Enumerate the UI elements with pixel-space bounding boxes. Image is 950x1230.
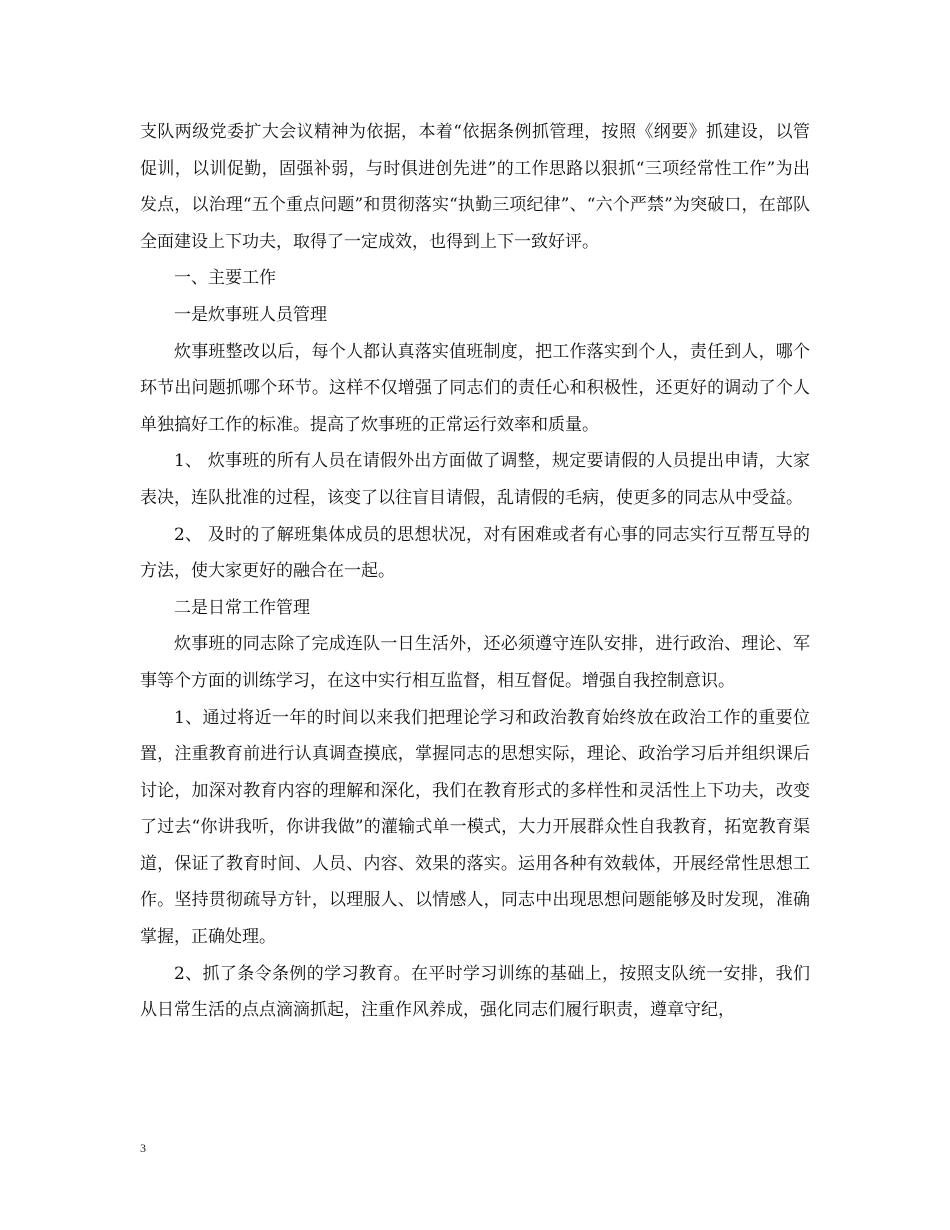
section-heading-main-work: 一、主要工作 [174,268,276,289]
paragraph-8: 1、通过将近一年的时间以来我们把理论学习和政治教育始终放在政治工作的重要位置，注重教育前进行认真调查摸底，掌握同志的思想实际，理论、政治学习后并组织课后讨论，加深对教育内容的理解和深化，我们在教育形式的多样性和灵活性上下功夫，改变了过去“你讲我听，你讲我做”的灌输式单一模式，大力开展群众性自我教育，拓宽教育渠道，保证了教育时间、人员、内容、效果的落实。运用各种有效载体，开展经常性思想工作。坚持贯彻疏导方针，以理服人、以情感人，同志中出现思想问题能够及时发现，准确掌握，正确处理。 [140,707,810,948]
paragraph-7: 炊事班的同志除了完成连队一日生活外，还必须遵守连队安排，进行政治、理论、军事等个方面的训练学习，在这中实行相互监督，相互督促。增强自我控制意识。 [140,634,810,691]
subheading-daily-work-management: 二是日常工作管理 [174,597,310,618]
page-number: 3 [140,1141,146,1155]
paragraph-5: 2、 及时的了解班集体成员的思想状况，对有困难或者有心事的同志实行互帮互导的方法，使大家更好的融合在一起。 [140,524,810,582]
paragraph-3: 炊事班整改以后，每个人都认真落实值班制度，把工作落实到个人，责任到人，哪个环节出问题抓哪个环节。这样不仅增强了同志们的责任心和积极性，还更好的调动了个人单独搞好工作的标准。提高了炊事班的正常运行效率和质量。 [140,341,810,435]
paragraph-4: 1、 炊事班的所有人员在请假外出方面做了调整，规定要请假的人员提出申请，大家表决，连队批准的过程，该变了以往盲目请假，乱请假的毛病，使更多的同志从中受益。 [140,451,810,508]
paragraph-9: 2、抓了条令条例的学习教育。在平时学习训练的基础上，按照支队统一安排，我们从日常生活的点点滴滴抓起，注重作风养成，强化同志们履行职责，遵章守纪， [140,963,810,1021]
paragraph-0: 支队两级党委扩大会议精神为依据，本着“依据条例抓管理，按照《纲要》抓建设，以管促训，以训促勤，固强补弱，与时俱进创先进”的工作思路以狠抓“三项经常性工作”为出发点，以治理“五个重点问题”和贯彻落实“执勤三项纪律”、“六个严禁”为突破口，在部队全面建设上下功夫，取得了一定成效，也得到上下一致好评。 [140,122,810,252]
document-body [140,114,810,1029]
subheading-kitchen-staff-management: 一是炊事班人员管理 [174,304,327,325]
